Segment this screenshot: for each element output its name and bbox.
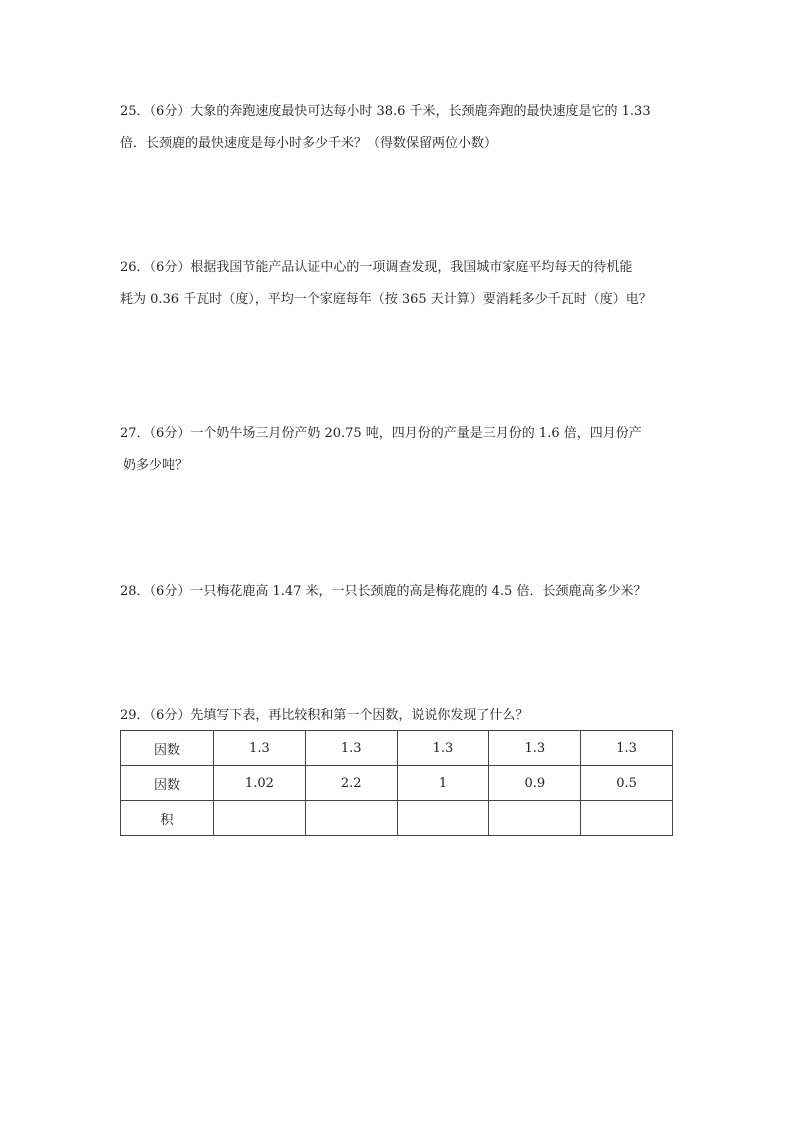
answer-cell[interactable]	[489, 801, 581, 836]
table-cell: 1.02	[214, 766, 306, 801]
row-header-factor: 因数	[121, 731, 214, 766]
table-row-factor-1	[121, 731, 673, 766]
answer-cell[interactable]	[305, 801, 397, 836]
table-cell: 1.3	[305, 731, 397, 766]
answer-cell[interactable]	[397, 801, 489, 836]
table-cell: 0.9	[489, 766, 581, 801]
question-text-line: 28．（6分）一只梅花鹿高 1.47 米，一只长颈鹿的高是梅花鹿的 4.5 倍．长颈鹿高多少米？	[120, 584, 647, 599]
table-cell: 0.5	[581, 766, 673, 801]
table-cell: 1.3	[581, 731, 673, 766]
question-26	[120, 252, 680, 316]
factor-product-table	[120, 730, 673, 836]
question-28	[120, 576, 680, 608]
table-cell: 1	[397, 766, 489, 801]
row-header-factor: 因数	[121, 766, 214, 801]
question-text-line: 耗为 0.36 千瓦时（度），平均一个家庭每年（按 365 天计算）要消耗多少千瓦时（度）电？	[120, 292, 652, 307]
table-row-factor-2	[121, 766, 673, 801]
answer-cell[interactable]	[581, 801, 673, 836]
question-text-line: 奶多少吨？	[123, 458, 189, 473]
question-27	[120, 418, 680, 482]
answer-cell[interactable]	[214, 801, 306, 836]
table-cell: 1.3	[214, 731, 306, 766]
question-text-line: 25．（6分）大象的奔跑速度最快可达每小时 38.6 千米，长颈鹿奔跑的最快速度是它的 1.33	[120, 104, 651, 119]
question-29	[120, 700, 680, 732]
table-cell: 1.3	[397, 731, 489, 766]
question-text-line: 倍．长颈鹿的最快速度是每小时多少千米？（得数保留两位小数）	[120, 136, 498, 151]
row-header-product: 积	[121, 801, 214, 836]
question-text-line: 29．（6分）先填写下表，再比较积和第一个因数，说说你发现了什么？	[120, 708, 529, 723]
question-text-line: 27．（6分）一个奶牛场三月份产奶 20.75 吨，四月份的产量是三月份的 1.6 倍，四月份产	[120, 426, 642, 441]
question-25	[120, 96, 680, 160]
table-cell: 1.3	[489, 731, 581, 766]
question-text-line: 26．（6分）根据我国节能产品认证中心的一项调查发现，我国城市家庭平均每天的待机能	[120, 260, 633, 275]
table-row-product	[121, 801, 673, 836]
table-cell: 2.2	[305, 766, 397, 801]
